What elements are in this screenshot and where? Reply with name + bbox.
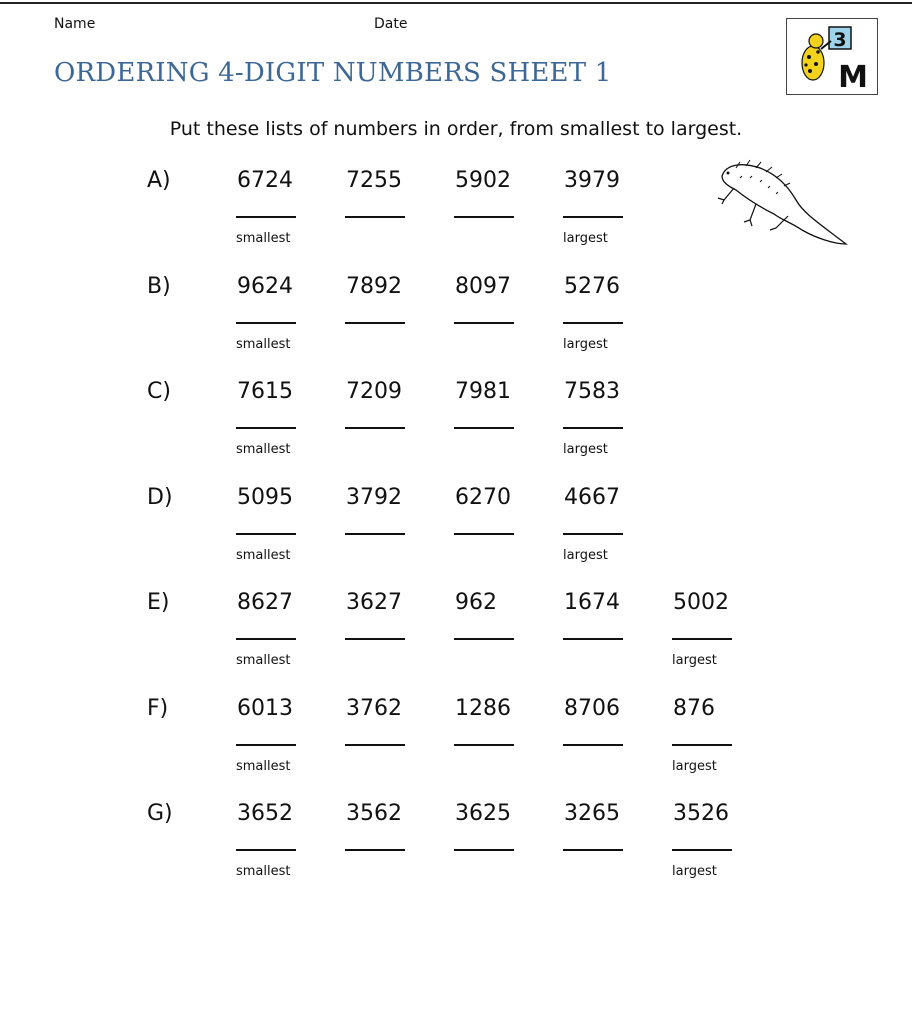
question-label: F)	[147, 696, 169, 721]
answer-blank[interactable]	[454, 216, 514, 218]
answer-blank[interactable]	[236, 533, 296, 535]
largest-caption: largest	[563, 337, 608, 352]
top-rule	[0, 2, 912, 4]
number: 5095	[237, 485, 293, 510]
answer-blank[interactable]	[345, 849, 405, 851]
logo-lizard-body	[802, 46, 824, 80]
smallest-caption: smallest	[236, 442, 291, 457]
logo-grade: 3	[833, 29, 847, 51]
question-f	[0, 696, 912, 796]
question-label: G)	[147, 801, 173, 826]
number: 9624	[237, 274, 293, 299]
smallest-caption: smallest	[236, 864, 291, 879]
number: 7255	[346, 168, 402, 193]
answer-blank[interactable]	[345, 216, 405, 218]
answer-blank[interactable]	[236, 638, 296, 640]
question-label: E)	[147, 590, 170, 615]
number: 3652	[237, 801, 293, 826]
answer-blank[interactable]	[563, 427, 623, 429]
number: 4667	[564, 485, 620, 510]
question-label: A)	[147, 168, 171, 193]
answer-blank[interactable]	[236, 744, 296, 746]
answer-blank[interactable]	[672, 849, 732, 851]
answer-blank[interactable]	[236, 216, 296, 218]
answer-blank[interactable]	[563, 849, 623, 851]
question-g	[0, 801, 912, 901]
smallest-caption: smallest	[236, 759, 291, 774]
question-label: B)	[147, 274, 171, 299]
smallest-caption: smallest	[236, 231, 291, 246]
largest-caption: largest	[672, 759, 717, 774]
answer-blank[interactable]	[563, 533, 623, 535]
question-a	[0, 168, 912, 268]
number: 3792	[346, 485, 402, 510]
page-title: ORDERING 4-DIGIT NUMBERS SHEET 1	[54, 58, 612, 88]
question-label: C)	[147, 379, 171, 404]
number: 5002	[673, 590, 729, 615]
number: 8627	[237, 590, 293, 615]
answer-blank[interactable]	[454, 849, 514, 851]
number: 3562	[346, 801, 402, 826]
smallest-caption: smallest	[236, 337, 291, 352]
answer-blank[interactable]	[236, 322, 296, 324]
largest-caption: largest	[563, 548, 608, 563]
answer-blank[interactable]	[345, 638, 405, 640]
question-b	[0, 274, 912, 374]
answer-blank[interactable]	[454, 427, 514, 429]
logo-letter: M	[838, 60, 868, 94]
number: 962	[455, 590, 497, 615]
answer-blank[interactable]	[454, 322, 514, 324]
logo-graphic	[787, 19, 877, 94]
smallest-caption: smallest	[236, 653, 291, 668]
number: 7892	[346, 274, 402, 299]
largest-caption: largest	[672, 864, 717, 879]
largest-caption: largest	[672, 653, 717, 668]
number: 7583	[564, 379, 620, 404]
answer-blank[interactable]	[345, 533, 405, 535]
answer-blank[interactable]	[454, 638, 514, 640]
name-label: Name	[54, 16, 96, 32]
number: 6270	[455, 485, 511, 510]
number: 1674	[564, 590, 620, 615]
date-label: Date	[374, 16, 408, 32]
logo-lizard-head	[809, 34, 823, 48]
number: 7981	[455, 379, 511, 404]
number: 6724	[237, 168, 293, 193]
number: 876	[673, 696, 715, 721]
question-e	[0, 590, 912, 690]
smallest-caption: smallest	[236, 548, 291, 563]
question-d	[0, 485, 912, 585]
number: 6013	[237, 696, 293, 721]
number: 3625	[455, 801, 511, 826]
answer-blank[interactable]	[672, 638, 732, 640]
site-logo	[786, 18, 878, 95]
instructions: Put these lists of numbers in order, from smallest to largest.	[169, 118, 743, 140]
number: 5902	[455, 168, 511, 193]
answer-blank[interactable]	[345, 322, 405, 324]
answer-blank[interactable]	[563, 744, 623, 746]
answer-blank[interactable]	[236, 427, 296, 429]
answer-blank[interactable]	[454, 744, 514, 746]
answer-blank[interactable]	[563, 638, 623, 640]
number: 8706	[564, 696, 620, 721]
number: 3526	[673, 801, 729, 826]
question-label: D)	[147, 485, 173, 510]
answer-blank[interactable]	[563, 322, 623, 324]
largest-caption: largest	[563, 231, 608, 246]
number: 3265	[564, 801, 620, 826]
question-c	[0, 379, 912, 479]
number: 1286	[455, 696, 511, 721]
answer-blank[interactable]	[345, 427, 405, 429]
number: 5276	[564, 274, 620, 299]
number: 3979	[564, 168, 620, 193]
answer-blank[interactable]	[672, 744, 732, 746]
number: 3627	[346, 590, 402, 615]
number: 7209	[346, 379, 402, 404]
largest-caption: largest	[563, 442, 608, 457]
number: 8097	[455, 274, 511, 299]
number: 3762	[346, 696, 402, 721]
answer-blank[interactable]	[345, 744, 405, 746]
number: 7615	[237, 379, 293, 404]
answer-blank[interactable]	[454, 533, 514, 535]
answer-blank[interactable]	[563, 216, 623, 218]
answer-blank[interactable]	[236, 849, 296, 851]
